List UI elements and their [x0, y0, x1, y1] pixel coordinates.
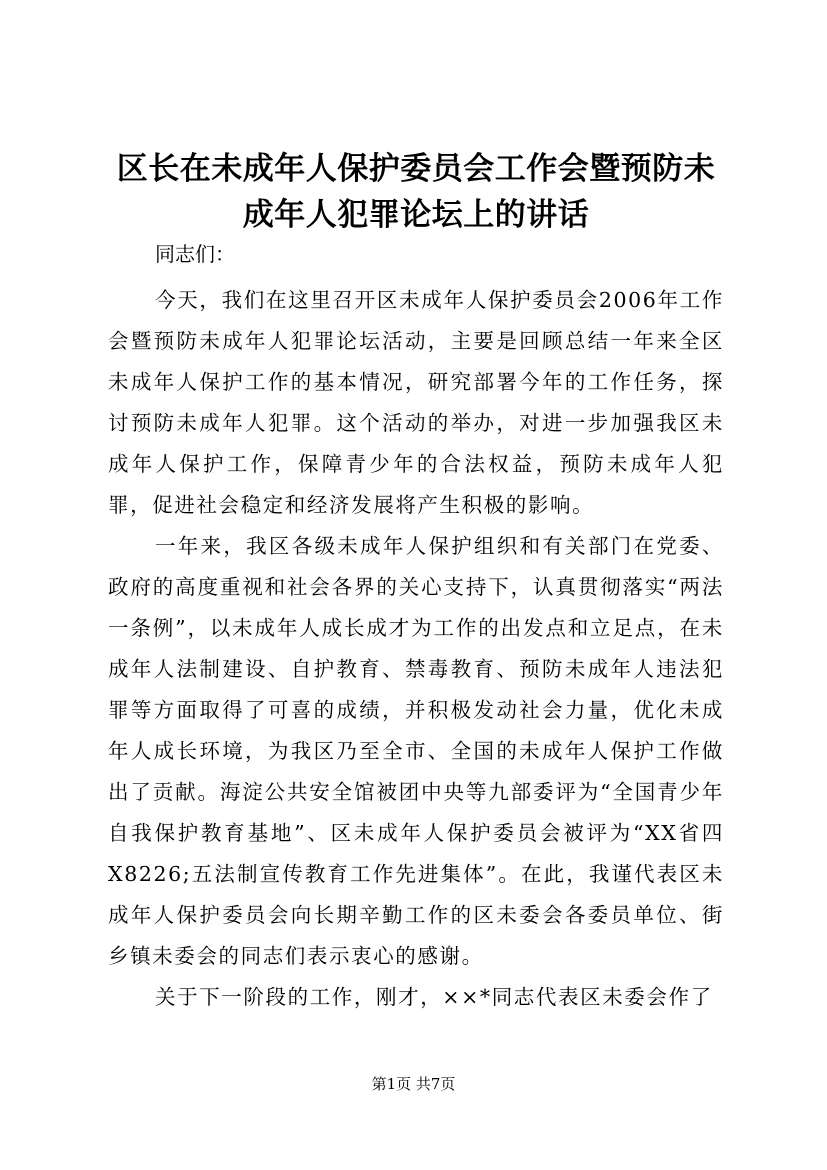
document-title: 区长在未成年人保护委员会工作会暨预防未成年人犯罪论坛上的讲话	[116, 151, 716, 233]
document-body	[108, 280, 724, 1018]
page-number-footer: 第1页 共7页	[371, 1075, 456, 1093]
salutation: 同志们：	[155, 242, 235, 266]
paragraph-1: 今天，我们在这里召开区未成年人保护委员会2006年工作会暨预防未成年人犯罪论坛活动，主要是回顾总结一年来全区未成年人保护工作的基本情况，研究部署今年的工作任务，探讨预防未成年人犯罪。这个活动的举办，对进一步加强我区未成年人保护工作，保障青少年的合法权益，预防未成年人犯罪，促进社会稳定和经济发展将产生积极的影响。	[108, 288, 724, 517]
paragraph-2: 一年来，我区各级未成年人保护组织和有关部门在党委、政府的高度重视和社会各界的关心支持下，认真贯彻落实“两法一条例”，以未成年人成长成才为工作的出发点和立足点，在未成年人法制建设、自护教育、禁毒教育、预防未成年人违法犯罪等方面取得了可喜的成绩，并积极发动社会力量，优化未成年人成长环境，为我区乃至全市、全国的未成年人保护工作做出了贡献。海淀公共安全馆被团中央等九部委评为“全国青少年自我保护教育基地”、区未成年人保护委员会被评为“XX省四X8226;五法制宣传教育工作先进集体”。在此，我谨代表区未成年人保护委员会向长期辛勤工作的区未委会各委员单位、街乡镇未委会的同志们表示衷心的感谢。	[108, 534, 724, 968]
paragraph-3: 关于下一阶段的工作，刚才，××*同志代表区未委会作了	[155, 985, 713, 1009]
